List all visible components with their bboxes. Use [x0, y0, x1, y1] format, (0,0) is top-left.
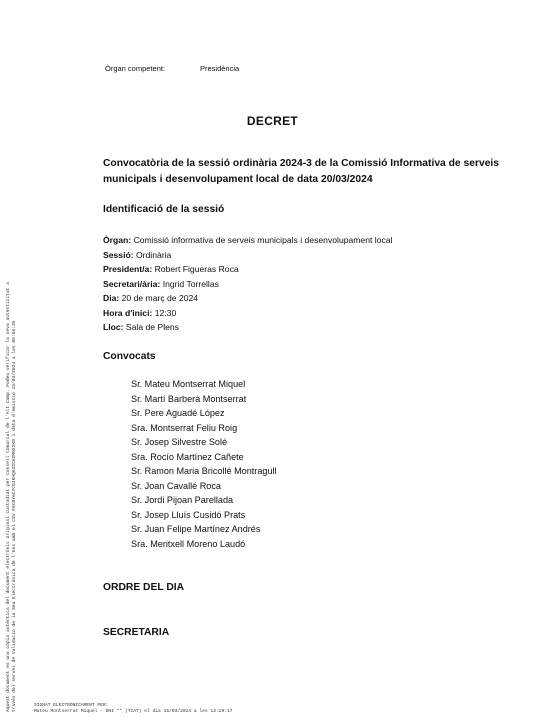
convocation-heading: Convocatòria de la sessió ordinària 2024-3 de la Comissió Informativa de serveis municipals i desenvolupament local de data 20/03/2024 [103, 158, 500, 185]
agenda-title: ORDRE DEL DIA [103, 582, 185, 593]
secretary-field [103, 279, 219, 289]
document-title: DECRET [246, 114, 299, 128]
president-field [103, 264, 239, 274]
verification-line-1: Aquest document es una còpia autèntica del document electrònic original custodiat per Consell Comarcal de l'Alt Camp. Podeu verificar la seva autenticitat a [6, 281, 11, 712]
organ-field [103, 235, 392, 245]
attendee-item: Sr. Martí Barberà Montserrat [131, 393, 247, 404]
place-field [103, 322, 179, 332]
convocats-title: Convocats [103, 351, 156, 362]
competent-organ-value: Presidència [200, 64, 240, 73]
day-field-label: Dia: [103, 293, 120, 303]
attendee-item: Sr. Ramon Maria Bricollé Montragull [131, 466, 277, 476]
attendee-item: Sr. Mateu Montserrat Miquel [131, 379, 246, 389]
session-field-value: Ordinària [135, 250, 172, 260]
attendee-list [131, 377, 277, 551]
president-field-value: Robert Figueras Roca [154, 264, 239, 274]
session-field [103, 250, 171, 260]
attendee-item: Sr. Pere Aguadé López [131, 408, 225, 418]
attendee-item: Sra. Rocío Martínez Cañete [131, 451, 244, 462]
place-field-label: Lloc: [103, 322, 124, 332]
day-field-value: 20 de març de 2024 [121, 293, 199, 303]
identification-title: Identificació de la sessió [103, 204, 225, 215]
day-field [103, 293, 198, 303]
attendee-item: Sr. Joan Cavallé Roca [131, 480, 221, 491]
attendee-item: Sr. Juan Felipe Martínez Andrés [131, 524, 261, 534]
start-time-field-value: 12:30 [154, 308, 177, 318]
attendee-item: Sra. Meritxell Moreno Laudó [131, 538, 246, 549]
attendee-item: Sr. Josep Lluís Cusidó Prats [131, 509, 246, 520]
secretary-field-label: Secretari/ària: [103, 279, 161, 289]
start-time-field [103, 308, 176, 318]
verification-line-2: través del servei de Validació de la Seu Electrònica de l'Ens amb el CSV F6C0Y6C7CGIKHQ6IDCKIM0XIK0 i data d'emissió 15/03/2024 a les 09:56:35 [11, 320, 17, 712]
president-field-label: President/a: [103, 264, 153, 274]
signature-footer-line-2: Mateu Montserrat Miquel - DNI ** (TCAT) el dia 15/03/2024 a les 13:29:17 [34, 709, 233, 714]
signature-footer-line-1: SIGNAT ELECTRÒNICAMENT PER: [34, 703, 109, 708]
start-time-field-label: Hora d'inici: [103, 308, 153, 318]
secretary-field-value: Ingrid Torrellas [162, 279, 219, 289]
attendee-item: Sr. Josep Silvestre Solé [131, 437, 228, 447]
organ-field-label: Òrgan: [103, 235, 132, 245]
organ-field-value: Comissió informativa de serveis municipals i desenvolupament local [133, 235, 393, 245]
competent-organ-label: Òrgan competent: [105, 64, 166, 73]
place-field-value: Sala de Plens [125, 322, 179, 332]
attendee-item: Sra. Montserrat Feliu Roig [131, 422, 238, 433]
verification-side-note [6, 192, 17, 712]
session-field-label: Sessió: [103, 250, 134, 260]
attendee-item: Sr. Jordi Pijoan Parellada [131, 495, 234, 505]
secretaria-title: SECRETARIA [103, 627, 170, 638]
